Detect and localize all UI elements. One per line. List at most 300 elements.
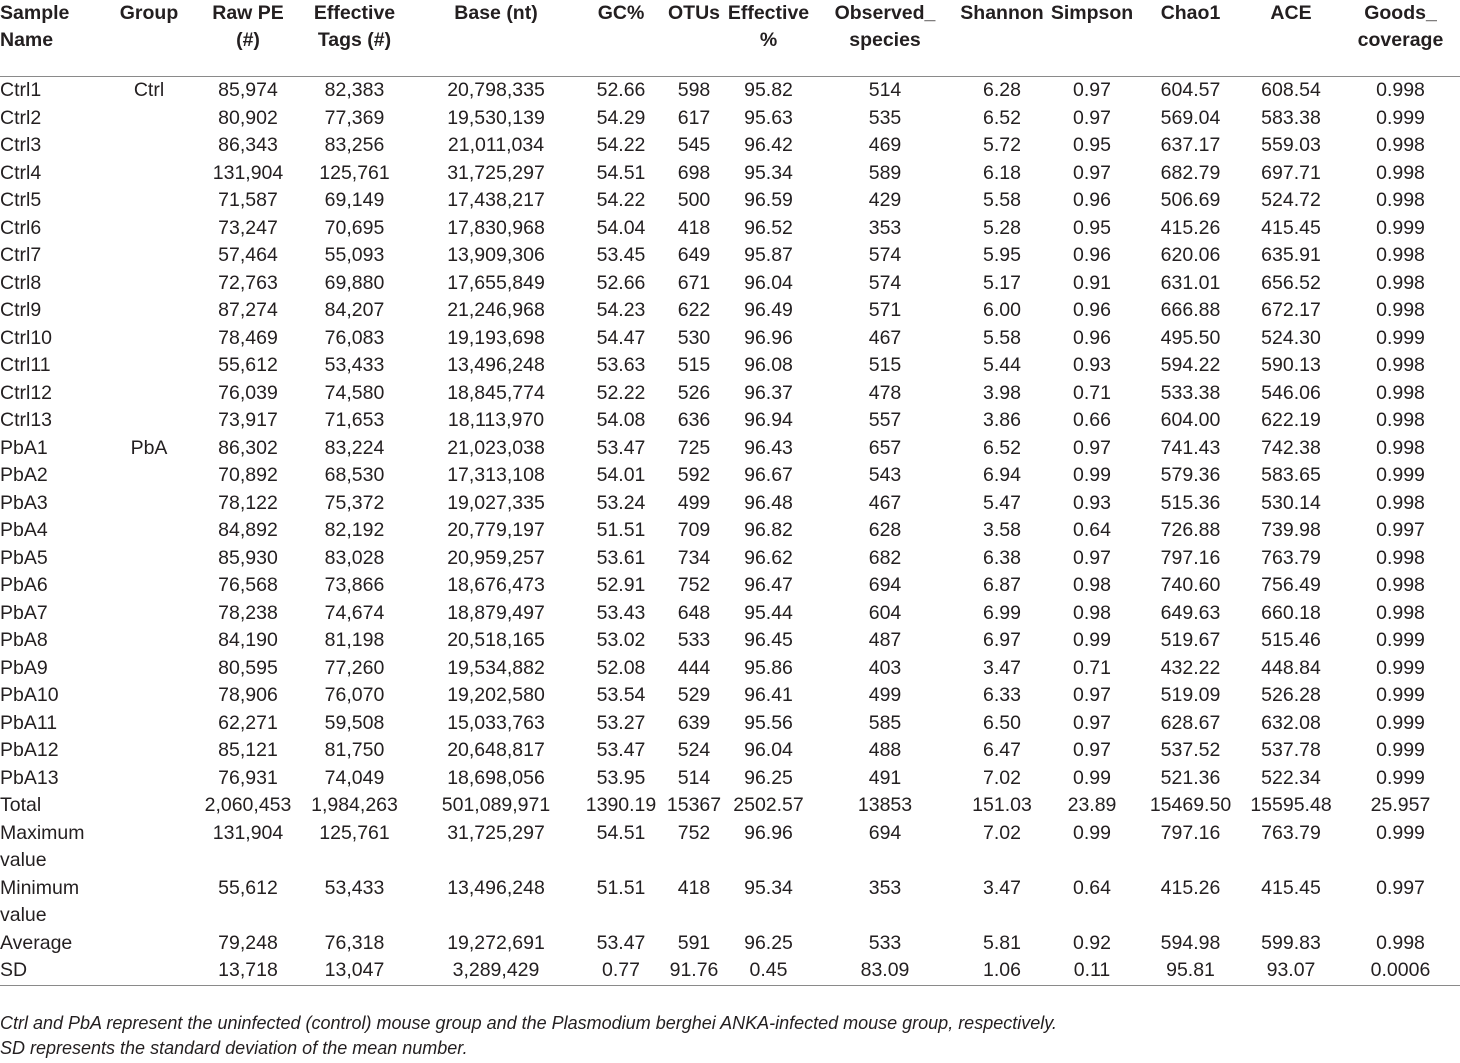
table-row <box>0 820 1460 875</box>
table-cell: 514 <box>677 766 711 789</box>
table-cell: 53.61 <box>596 546 646 569</box>
table-cell <box>100 132 198 160</box>
table-cell: 415.45 <box>1261 876 1321 899</box>
table-cell: 0.0006 <box>1341 957 1460 985</box>
table-cell <box>100 380 198 408</box>
table-cell: 83,028 <box>324 546 385 569</box>
table-row <box>0 765 1460 793</box>
table-cell: 429 <box>868 189 902 211</box>
table-cell: 95.34 <box>744 161 793 184</box>
table-cell: 0.93 <box>1073 354 1111 376</box>
table-cell: 76,070 <box>324 684 385 706</box>
column-header: Sample Name <box>0 0 100 77</box>
table-cell: 0.99 <box>1073 464 1111 486</box>
table-row <box>0 600 1460 628</box>
table-cell: 515 <box>868 354 902 376</box>
table-cell: 52.66 <box>596 79 646 101</box>
table-cell: 628 <box>868 519 902 541</box>
table-cell: 83,224 <box>324 436 385 459</box>
table-cell: PbA7 <box>0 601 48 624</box>
table-cell: 95.81 <box>1140 957 1241 985</box>
table-cell: 353 <box>868 216 902 239</box>
table-cell: 82,192 <box>324 519 385 541</box>
table-cell: 526.28 <box>1261 684 1321 706</box>
table-cell: 488 <box>868 739 902 761</box>
table-cell: 0.998 <box>1376 491 1425 514</box>
table-cell: 20,518,165 <box>447 629 545 651</box>
table-cell: 96.45 <box>744 629 793 651</box>
table-cell: 0.99 <box>1073 629 1111 651</box>
table-cell: 3.58 <box>983 519 1021 541</box>
table-cell: 131,904 <box>212 821 284 844</box>
table-cell: 0.97 <box>1073 546 1111 569</box>
table-cell: 151.03 <box>972 794 1032 816</box>
table-cell: 0.999 <box>1376 216 1425 239</box>
table-cell: 671 <box>677 271 711 294</box>
table-cell <box>100 572 198 600</box>
table-cell: 19,534,882 <box>447 656 545 679</box>
table-cell: 1,984,263 <box>311 794 398 816</box>
table-cell: 0.64 <box>1073 876 1111 899</box>
column-header: OTUs <box>661 0 727 77</box>
table-cell: 448.84 <box>1261 656 1321 679</box>
table-cell: 533 <box>868 931 902 954</box>
table-cell: 604.00 <box>1160 409 1221 431</box>
table-cell: 6.99 <box>983 601 1021 624</box>
table-cell: 13,496,248 <box>447 354 545 376</box>
table-cell: 574 <box>868 244 902 266</box>
table-cell: 70,695 <box>324 216 385 239</box>
table-cell: 0.97 <box>1073 684 1111 706</box>
table-cell: 432.22 <box>1160 656 1221 679</box>
table-cell: 741.43 <box>1160 436 1221 459</box>
table-cell: 86,343 <box>218 134 278 156</box>
table-cell: 53.24 <box>596 491 646 514</box>
table-cell: 54.51 <box>596 161 646 184</box>
table-cell <box>100 765 198 793</box>
table-cell: 0.998 <box>1376 161 1425 184</box>
table-cell: 0.998 <box>1376 381 1425 404</box>
table-cell: 87,274 <box>218 299 278 321</box>
table-cell: 0.97 <box>1073 161 1111 184</box>
table-cell: 739.98 <box>1261 519 1321 541</box>
table-row <box>0 490 1460 518</box>
table-cell: 583.38 <box>1261 106 1321 129</box>
table-cell: 353 <box>868 876 902 899</box>
table-row <box>0 242 1460 270</box>
table-cell: 622 <box>677 299 711 321</box>
table-cell: 54.22 <box>596 189 646 211</box>
table-cell: PbA10 <box>0 684 59 706</box>
table-cell: Ctrl2 <box>0 106 42 129</box>
table-cell: PbA8 <box>0 629 48 651</box>
table-row <box>0 655 1460 683</box>
table-cell <box>100 407 198 435</box>
table-cell: 25.957 <box>1370 794 1431 816</box>
table-cell: 54.47 <box>596 326 646 349</box>
table-cell: 3.98 <box>983 381 1021 404</box>
table-cell: 515.36 <box>1160 491 1221 514</box>
table-cell: 54.01 <box>596 464 646 486</box>
table-cell: 0.998 <box>1376 546 1425 569</box>
table-cell: 592 <box>677 464 711 486</box>
table-cell: Ctrl10 <box>0 326 53 349</box>
table-cell: 96.62 <box>744 546 793 569</box>
table-cell: 524.30 <box>1261 326 1321 349</box>
table-cell: 52.08 <box>596 656 646 679</box>
table-cell: 0.95 <box>1073 216 1111 239</box>
table-cell: 53,433 <box>324 876 385 899</box>
table-cell: 0.999 <box>1376 684 1425 706</box>
table-cell: 96.67 <box>744 464 793 486</box>
table-cell: 54.29 <box>596 106 646 129</box>
table-cell: 0.96 <box>1073 299 1111 321</box>
table-cell: 752 <box>677 574 711 596</box>
table-cell: 125,761 <box>319 821 390 844</box>
table-cell: 21,023,038 <box>447 436 545 459</box>
table-cell: 0.998 <box>1376 79 1425 101</box>
table-cell: 0.77 <box>581 957 661 985</box>
table-cell: 96.41 <box>744 684 793 706</box>
table-cell: 52.91 <box>596 574 646 596</box>
table-cell: 20,779,197 <box>447 519 545 541</box>
table-row <box>0 682 1460 710</box>
table-cell: 6.38 <box>983 546 1021 569</box>
table-cell: 20,648,817 <box>447 739 545 761</box>
column-header: Simpson <box>1044 0 1140 77</box>
table-cell <box>100 957 198 985</box>
table-cell: 0.97 <box>1073 79 1111 101</box>
table-cell: PbA11 <box>0 711 58 734</box>
table-cell: 53.02 <box>596 629 646 651</box>
table-cell: Total <box>0 794 42 816</box>
table-cell: 0.66 <box>1073 409 1111 431</box>
table-cell: 52.22 <box>596 381 646 404</box>
table-cell: 524.72 <box>1261 189 1321 211</box>
table-cell: Ctrl8 <box>0 271 42 294</box>
table-row <box>0 792 1460 820</box>
table-cell: 96.43 <box>744 436 793 459</box>
table-cell: 0.95 <box>1073 134 1111 156</box>
table-row <box>0 132 1460 160</box>
table-cell: 0.999 <box>1376 106 1425 129</box>
table-cell: Ctrl11 <box>0 354 51 376</box>
table-cell: PbA4 <box>0 519 48 541</box>
table-cell: 487 <box>868 629 902 651</box>
table-cell: 590.13 <box>1261 354 1321 376</box>
table-cell: 31,725,297 <box>447 821 545 844</box>
table-cell: 55,612 <box>218 354 278 376</box>
table-cell: 0.96 <box>1073 189 1111 211</box>
table-cell: 0.97 <box>1073 106 1111 129</box>
table-cell: 763.79 <box>1261 821 1321 844</box>
table-cell: 740.60 <box>1160 574 1221 596</box>
table-cell: 0.98 <box>1073 574 1111 596</box>
table-cell: 0.11 <box>1044 957 1140 985</box>
table-cell <box>100 160 198 188</box>
table-row <box>0 627 1460 655</box>
table-cell: 84,892 <box>218 519 278 541</box>
table-cell: 54.22 <box>596 134 646 156</box>
table-cell: 583.65 <box>1261 464 1321 486</box>
table-cell: 95.63 <box>744 106 793 129</box>
table-cell: 637.17 <box>1160 134 1221 156</box>
table-cell <box>100 517 198 545</box>
table-cell <box>100 655 198 683</box>
table-row <box>0 737 1460 765</box>
table-cell <box>100 820 198 875</box>
table-cell: 734 <box>677 546 711 569</box>
table-cell: 526 <box>677 381 711 404</box>
table-cell: 95.56 <box>744 711 793 734</box>
table-cell: 52.66 <box>596 271 646 294</box>
table-cell: 73,866 <box>324 574 385 596</box>
table-cell: 19,530,139 <box>447 106 545 129</box>
table-cell: 96.82 <box>744 519 793 541</box>
table-cell: 6.28 <box>983 79 1021 101</box>
table-cell: 469 <box>868 134 902 156</box>
table-cell: 0.998 <box>1376 601 1425 624</box>
table-cell: 17,313,108 <box>447 464 545 486</box>
table-cell: 0.91 <box>1073 271 1111 294</box>
table-cell: 694 <box>868 574 902 596</box>
table-cell: 519.67 <box>1160 629 1221 651</box>
table-cell: 70,892 <box>218 464 278 486</box>
table-cell: 17,830,968 <box>447 216 545 239</box>
table-cell: 571 <box>868 299 902 321</box>
table-cell: 85,930 <box>218 546 278 569</box>
table-cell <box>100 325 198 353</box>
column-header: Effective Tags (#) <box>298 0 411 77</box>
table-cell: Ctrl3 <box>0 134 42 156</box>
table-cell: 21,246,968 <box>447 299 545 321</box>
table-cell: 96.37 <box>744 381 793 404</box>
table-cell: 530 <box>677 326 711 349</box>
table-cell: 80,595 <box>218 656 278 679</box>
table-row <box>0 957 1460 985</box>
table-cell <box>100 490 198 518</box>
table-cell: 649 <box>677 244 711 266</box>
table-cell: 96.47 <box>744 574 793 596</box>
table-cell: 524 <box>677 739 711 761</box>
table-cell: 697.71 <box>1261 161 1321 184</box>
table-cell: 95.34 <box>744 876 793 899</box>
table-cell: 598 <box>677 79 711 101</box>
table-cell <box>100 737 198 765</box>
table-cell: 78,469 <box>218 326 278 349</box>
table-row <box>0 407 1460 435</box>
table-cell: 5.58 <box>983 189 1021 211</box>
table-cell: 96.25 <box>744 766 793 789</box>
table-row <box>0 545 1460 573</box>
table-cell: 3.47 <box>983 876 1021 899</box>
table-cell: Ctrl6 <box>0 216 42 239</box>
table-cell: 84,207 <box>324 299 385 321</box>
table-cell: 594.98 <box>1160 931 1221 954</box>
table-cell: 85,121 <box>218 739 278 761</box>
table-cell: 0.999 <box>1376 326 1425 349</box>
table-cell: 19,193,698 <box>447 326 545 349</box>
table-cell: 0.999 <box>1376 739 1425 761</box>
table-cell: 91.76 <box>661 957 727 985</box>
table-cell: 763.79 <box>1261 546 1321 569</box>
table-cell: 533 <box>677 629 711 651</box>
table-cell: 682.79 <box>1160 161 1221 184</box>
table-cell: 635.91 <box>1261 244 1321 266</box>
table-cell <box>100 105 198 133</box>
table-cell: PbA <box>130 436 168 459</box>
table-cell: 608.54 <box>1261 79 1321 101</box>
table-cell: 3,289,429 <box>411 957 581 985</box>
table-cell: 5.44 <box>983 354 1021 376</box>
table-cell: Ctrl5 <box>0 189 42 211</box>
table-cell: 53.63 <box>596 354 646 376</box>
table-cell: 529 <box>677 684 711 706</box>
table-cell: 467 <box>868 326 902 349</box>
table-cell: 535 <box>868 106 902 129</box>
table-cell <box>100 352 198 380</box>
table-cell: 599.83 <box>1261 931 1321 954</box>
table-cell: 0.999 <box>1376 464 1425 486</box>
column-header: GC% <box>581 0 661 77</box>
table-header-row <box>0 0 1460 77</box>
table-cell: 0.998 <box>1376 409 1425 431</box>
table-cell: 726.88 <box>1160 519 1221 541</box>
table-cell: 20,959,257 <box>447 546 545 569</box>
table-cell: 0.998 <box>1376 299 1425 321</box>
table-cell: 5.17 <box>983 271 1021 294</box>
table-cell: PbA9 <box>0 656 48 679</box>
table-cell: 81,750 <box>324 739 385 761</box>
table-cell: 537.52 <box>1160 739 1221 761</box>
table-cell: 594.22 <box>1160 354 1221 376</box>
table-cell: 21,011,034 <box>447 134 545 156</box>
table-cell: 495.50 <box>1160 326 1221 349</box>
table-cell: 604 <box>868 601 902 624</box>
table-cell: SD <box>0 957 100 985</box>
table-cell: 18,879,497 <box>447 601 545 624</box>
table-cell: 0.999 <box>1376 656 1425 679</box>
table-cell: 96.49 <box>744 299 793 321</box>
table-cell: 709 <box>677 519 711 541</box>
table-cell: 0.92 <box>1073 931 1111 954</box>
table-cell: PbA12 <box>0 739 59 761</box>
table-cell: PbA5 <box>0 546 48 569</box>
table-cell: 7.02 <box>983 766 1021 789</box>
table-cell: 6.97 <box>983 629 1021 651</box>
table-cell: 5.95 <box>983 244 1021 266</box>
table-cell: 0.999 <box>1376 711 1425 734</box>
table-cell: 0.998 <box>1376 134 1425 156</box>
table-cell: 83,256 <box>324 134 385 156</box>
table-cell: 533.38 <box>1160 381 1221 404</box>
table-cell: 500 <box>677 189 711 211</box>
table-cell: 71,587 <box>218 189 278 211</box>
table-cell: 53.47 <box>596 739 646 761</box>
table-cell: 0.998 <box>1376 244 1425 266</box>
table-cell: 17,655,849 <box>447 271 545 294</box>
table-cell: 0.998 <box>1376 189 1425 211</box>
table-cell: 54.51 <box>596 821 646 844</box>
table-cell: 415.45 <box>1261 216 1321 239</box>
table-cell: 0.45 <box>727 957 810 985</box>
table-row <box>0 270 1460 298</box>
table-cell: Minimum value <box>0 876 80 926</box>
column-header: Base (nt) <box>411 0 581 77</box>
table-cell: 506.69 <box>1160 189 1221 211</box>
table-cell: 76,931 <box>218 766 278 789</box>
table-cell: 0.64 <box>1073 519 1111 541</box>
table-cell: 125,761 <box>319 161 390 184</box>
table-cell: 0.999 <box>1376 766 1425 789</box>
table-row <box>0 875 1460 930</box>
table-cell: 78,238 <box>218 601 278 624</box>
table-row <box>0 517 1460 545</box>
table-cell: 574 <box>868 271 902 294</box>
table-cell: 418 <box>677 216 711 239</box>
table-cell: 585 <box>868 711 902 734</box>
table-cell: 86,302 <box>218 436 278 459</box>
table-cell: 17,438,217 <box>447 189 545 211</box>
table-cell: 639 <box>677 711 711 734</box>
table-cell: 83.09 <box>810 957 960 985</box>
table-cell: 0.999 <box>1376 821 1425 844</box>
table-cell: 53.43 <box>596 601 646 624</box>
table-cell: 13853 <box>857 794 913 816</box>
table-cell: 0.998 <box>1376 931 1425 954</box>
table-cell: 5.81 <box>983 931 1021 954</box>
table-cell: 96.42 <box>744 134 793 156</box>
table-cell: 96.25 <box>744 931 793 954</box>
table-cell: 657 <box>868 436 902 459</box>
footnote-groups: Ctrl and PbA represent the uninfected (control) mouse group and the Plasmodium berghei ANKA-infected mouse group, respectively. <box>0 1013 1057 1033</box>
column-header: Effective % <box>727 0 810 77</box>
table-cell: 648 <box>677 601 711 624</box>
table-cell: 15367 <box>666 794 722 816</box>
table-cell: 591 <box>677 931 711 954</box>
table-cell: 559.03 <box>1261 134 1321 156</box>
table-cell: Ctrl12 <box>0 381 53 404</box>
table-cell: 6.87 <box>983 574 1021 596</box>
table-cell: 53.45 <box>596 244 646 266</box>
table-cell: 557 <box>868 409 902 431</box>
table-cell: 15595.48 <box>1250 794 1332 816</box>
table-cell: 31,725,297 <box>447 161 545 184</box>
column-header: Group <box>100 0 198 77</box>
table-cell: 74,580 <box>324 381 385 404</box>
table-cell: 76,039 <box>218 381 278 404</box>
table-cell: 6.52 <box>983 436 1021 459</box>
table-cell: 467 <box>868 491 902 514</box>
table-cell: 96.08 <box>744 354 793 376</box>
table-cell: 96.59 <box>744 189 793 211</box>
table-cell: 0.71 <box>1073 381 1111 404</box>
table-cell: 1390.19 <box>585 794 657 816</box>
table-cell: 499 <box>677 491 711 514</box>
table-cell: 579.36 <box>1160 464 1221 486</box>
table-cell: 54.08 <box>596 409 646 431</box>
table-cell: 546.06 <box>1261 381 1321 404</box>
table-cell: 84,190 <box>218 629 278 651</box>
table-row <box>0 160 1460 188</box>
table-cell: 2,060,453 <box>204 794 292 816</box>
table-cell: 7.02 <box>983 821 1021 844</box>
table-cell <box>100 297 198 325</box>
table-cell: 604.57 <box>1160 79 1221 101</box>
table-cell: 51.51 <box>596 519 646 541</box>
table-cell: 2502.57 <box>733 794 804 816</box>
table-cell: 68,530 <box>324 464 385 486</box>
